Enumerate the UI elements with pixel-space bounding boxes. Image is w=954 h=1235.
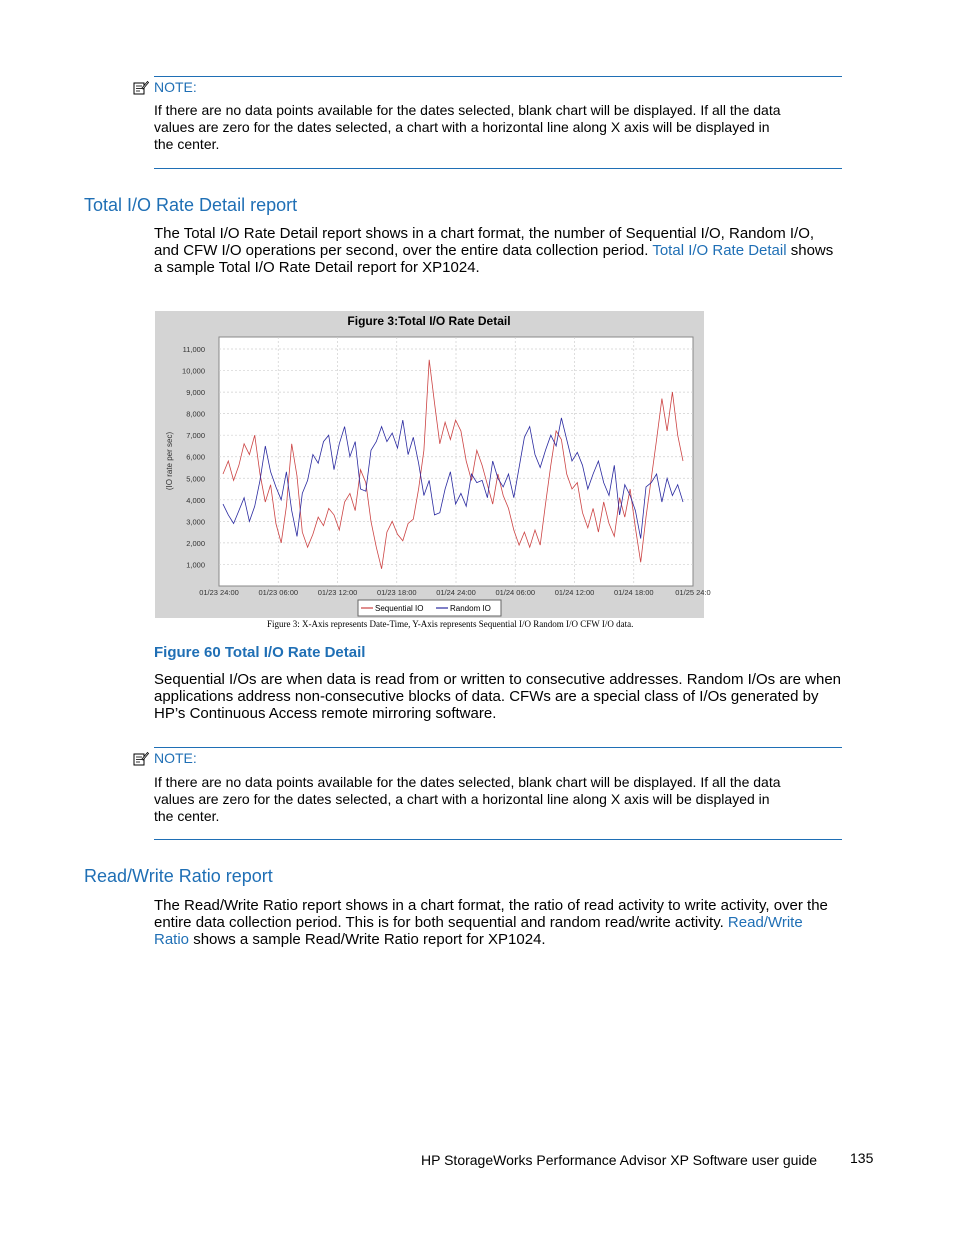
io-explanation-paragraph: [154, 671, 864, 722]
paragraph-line: [154, 931, 864, 948]
section-heading-total-io: Total I/O Rate Detail report: [84, 195, 298, 215]
section-paragraph: [154, 225, 864, 276]
read-write-ratio-link[interactable]: Read/Write: [727, 914, 803, 931]
note-icon: [133, 751, 149, 766]
note-line: If there are no data points available for the dates selected, blank chart will be displayed. If all the data: [154, 102, 781, 118]
text-span: and CFW I/O operations per second, over the entire data collection period.: [154, 242, 653, 259]
footer-title: HP StorageWorks Performance Advisor XP Software user guide: [421, 1152, 818, 1168]
total-io-rate-chart: [155, 311, 711, 618]
figure-subcaption: Figure 3: X-Axis represents Date-Time, Y-Axis represents Sequential I/O Random I/O CFW I/O data.: [267, 619, 634, 629]
paragraph-line: HP’s Continuous Access remote mirroring software.: [154, 705, 497, 722]
y-tick-label: 8,000: [186, 409, 205, 419]
x-tick-label: 01/25 24:0: [675, 588, 711, 597]
paragraph-line: Sequential I/Os are when data is read from or written to consecutive addresses. Random I/Os are when: [154, 671, 842, 688]
legend-label-random: Random IO: [450, 604, 491, 613]
y-tick-label: 9,000: [186, 388, 205, 398]
note-label: NOTE:: [154, 79, 197, 95]
note-line: values are zero for the dates selected, a chart with a horizontal line along X axis will be displayed in: [154, 791, 770, 807]
figure-caption: Figure 60 Total I/O Rate Detail: [154, 644, 366, 661]
page-number: 135: [850, 1150, 874, 1166]
read-write-ratio-link[interactable]: Ratio: [154, 931, 190, 948]
note-heading: [133, 79, 197, 95]
x-tick-label: 01/23 18:00: [376, 588, 417, 597]
paragraph-line: The Total I/O Rate Detail report shows in a chart format, the number of Sequential I/O, Random I/O,: [154, 225, 815, 242]
y-tick-label: 3,000: [186, 517, 205, 527]
legend: [358, 600, 501, 616]
y-axis-label: (IO rate per sec): [165, 431, 174, 491]
paragraph-line: The Read/Write Ratio report shows in a chart format, the ratio of read activity to write activity, over the: [154, 897, 828, 914]
note-line: the center.: [154, 136, 220, 152]
y-tick-label: 7,000: [186, 431, 205, 441]
text-span: shows a sample Read/Write Ratio report for XP1024.: [189, 931, 546, 948]
y-tick-label: 1,000: [186, 560, 205, 570]
note-line: If there are no data points available for the dates selected, blank chart will be displayed. If all the data: [154, 774, 781, 790]
note-icon: [133, 80, 149, 95]
note-line: the center.: [154, 808, 220, 824]
note-top-rule: [154, 76, 842, 77]
y-tick-label: 4,000: [186, 495, 205, 505]
x-tick-label: 01/23 24:00: [199, 588, 239, 597]
note-text: [154, 774, 844, 825]
chart-title: Figure 3:Total I/O Rate Detail: [347, 314, 511, 328]
x-tick-label: 01/24 12:00: [554, 588, 595, 597]
paragraph-line: [154, 914, 864, 931]
note-label: NOTE:: [154, 750, 197, 766]
x-tick-label: 01/24 06:00: [495, 588, 536, 597]
x-tick-label: 01/24 18:00: [613, 588, 654, 597]
legend-label-sequential: Sequential IO: [375, 604, 424, 613]
paragraph-line: [154, 242, 864, 259]
note-bottom-rule: [154, 168, 842, 169]
y-tick-label: 6,000: [186, 452, 205, 462]
x-tick-label: 01/23 12:00: [317, 588, 358, 597]
total-io-rate-detail-link[interactable]: Total I/O Rate Detail: [652, 242, 787, 259]
paragraph-line: a sample Total I/O Rate Detail report for XP1024.: [154, 259, 480, 276]
section-heading-read-write: Read/Write Ratio report: [84, 866, 273, 886]
chart-frame: [155, 311, 711, 618]
note-line: values are zero for the dates selected, a chart with a horizontal line along X axis will be displayed in: [154, 119, 770, 135]
note-top-rule: [154, 747, 842, 748]
y-tick-label: 2,000: [186, 538, 205, 548]
note-heading: [133, 750, 197, 766]
paragraph-line: applications address non-consecutive blocks of data. CFWs are a special class of I/Os generated by: [154, 688, 819, 705]
note-bottom-rule: [154, 839, 842, 840]
y-tick-label: 10,000: [182, 366, 205, 376]
section-paragraph: [154, 897, 864, 948]
x-tick-label: 01/24 24:00: [436, 588, 476, 597]
text-span: shows: [786, 242, 834, 259]
y-tick-label: 11,000: [182, 345, 205, 354]
y-tick-label: 5,000: [186, 474, 205, 484]
x-tick-label: 01/23 06:00: [258, 588, 299, 597]
note-text: [154, 102, 844, 153]
text-span: entire data collection period. This is for both sequential and random read/write activity.: [154, 914, 728, 931]
